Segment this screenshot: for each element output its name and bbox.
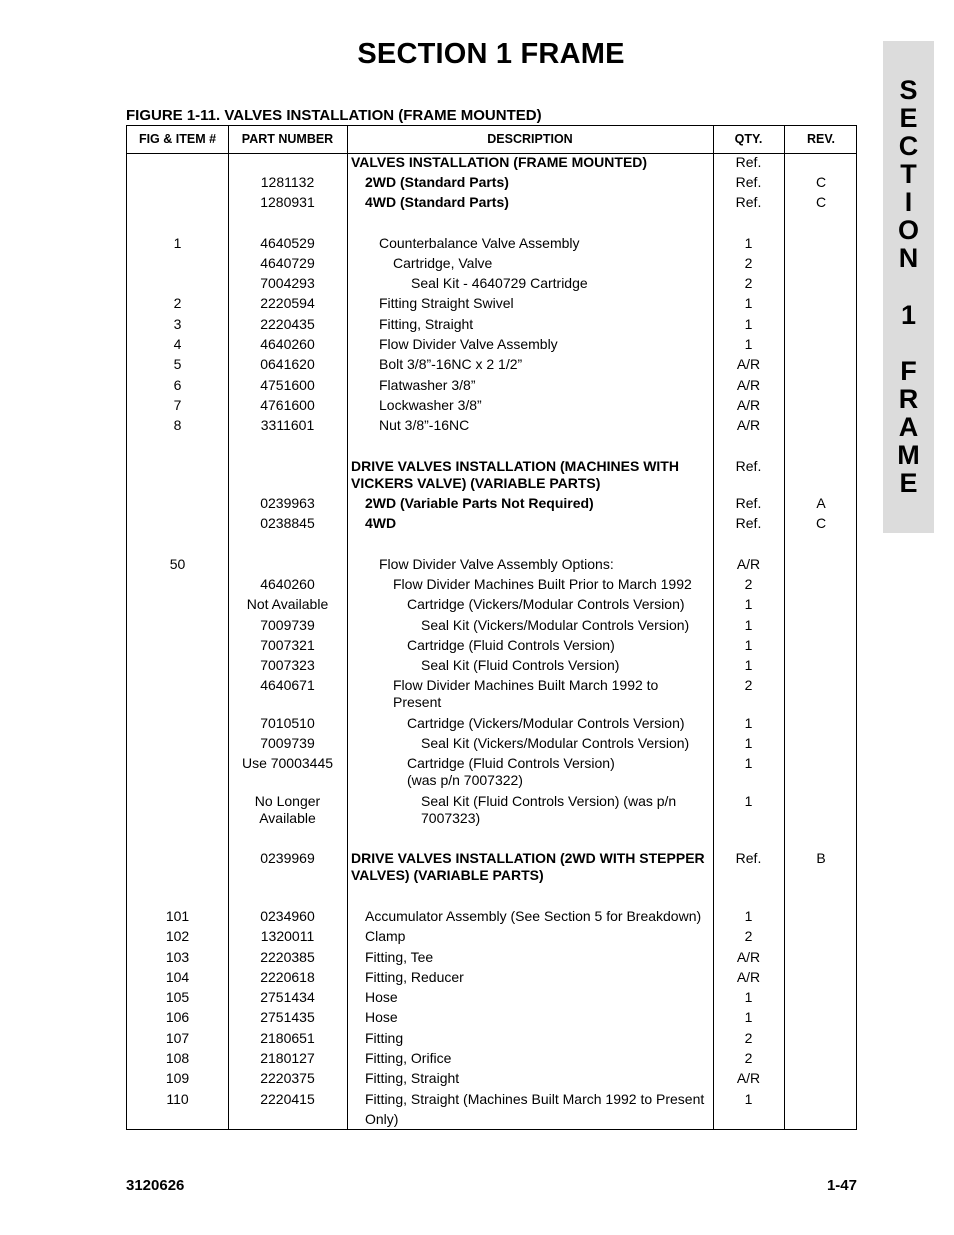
part-number-cell: Not Available xyxy=(246,596,329,612)
part-number-cell: 7007323 xyxy=(260,657,315,673)
side-tab-letter: R xyxy=(898,384,919,414)
description-cell: Cartridge (Fluid Controls Version) xyxy=(407,637,615,653)
side-tab-letter: C xyxy=(898,131,919,161)
page-number: 1-47 xyxy=(826,1177,857,1194)
description-cell: Clamp xyxy=(365,928,406,944)
description-cell: 2WD (Variable Parts Not Required) xyxy=(365,495,594,511)
description-cell: 4WD xyxy=(365,515,397,531)
side-tab-letter: A xyxy=(898,412,919,442)
part-number-cell: 1280931 xyxy=(260,194,315,210)
rev-cell: A xyxy=(816,495,826,511)
side-tab-letter: I xyxy=(904,187,913,217)
description-cell: Accumulator Assembly (See Section 5 for Breakdown) xyxy=(365,908,702,924)
description-cell: Fitting, Orifice xyxy=(365,1050,452,1066)
side-tab-letter: E xyxy=(899,103,918,133)
fig-item-cell: 104 xyxy=(165,969,190,985)
part-number-cell: 7009739 xyxy=(260,617,315,633)
part-number-cell: 2220385 xyxy=(260,949,315,965)
description-cell: Flow Divider Valve Assembly xyxy=(379,336,558,352)
qty-cell: 1 xyxy=(744,637,753,653)
part-number-cell: 2220375 xyxy=(260,1070,315,1086)
description-cell: VICKERS VALVE) (VARIABLE PARTS) xyxy=(351,475,601,491)
qty-cell: Ref. xyxy=(735,515,762,531)
part-number-cell: 3311601 xyxy=(260,417,315,433)
part-number-cell: 2751435 xyxy=(260,1009,315,1025)
qty-cell: 1 xyxy=(744,1009,753,1025)
side-tab-letter: N xyxy=(898,243,919,273)
description-cell: Cartridge, Valve xyxy=(393,255,493,271)
qty-cell: 2 xyxy=(744,677,753,693)
qty-cell: Ref. xyxy=(735,850,762,866)
fig-item-cell: 7 xyxy=(173,397,182,413)
description-cell: Seal Kit (Vickers/Modular Controls Version) xyxy=(421,735,690,751)
description-cell: Present xyxy=(393,694,442,710)
description-cell: VALVES) (VARIABLE PARTS) xyxy=(351,867,544,883)
part-number-cell: 7009739 xyxy=(260,735,315,751)
description-cell: VALVES INSTALLATION (FRAME MOUNTED) xyxy=(351,154,648,170)
qty-cell: 1 xyxy=(744,1091,753,1107)
description-cell: Seal Kit (Fluid Controls Version) xyxy=(421,657,620,673)
description-cell: Lockwasher 3/8” xyxy=(379,397,482,413)
part-number-cell: 7004293 xyxy=(260,275,315,291)
part-number-cell: 4640529 xyxy=(260,235,315,251)
part-number-cell: 1281132 xyxy=(260,174,315,190)
fig-item-cell: 1 xyxy=(173,235,182,251)
qty-cell: A/R xyxy=(736,417,761,433)
part-number-cell: 4640260 xyxy=(260,576,315,592)
parts-table xyxy=(126,125,857,1130)
qty-cell: 1 xyxy=(744,755,753,771)
part-number-cell: 0239963 xyxy=(260,495,315,511)
part-number-cell: 7007321 xyxy=(260,637,315,653)
part-number-cell: 4640260 xyxy=(260,336,315,352)
qty-cell: A/R xyxy=(736,1070,761,1086)
column-divider xyxy=(784,126,785,1129)
side-tab-letter: O xyxy=(897,215,919,245)
side-tab-letter: S xyxy=(899,75,918,105)
qty-cell: 2 xyxy=(744,928,753,944)
fig-item-cell: 106 xyxy=(165,1009,190,1025)
fig-item-cell: 8 xyxy=(173,417,182,433)
qty-cell: 1 xyxy=(744,235,753,251)
header-qty: QTY. xyxy=(734,132,763,146)
part-number-cell: 0234960 xyxy=(260,908,315,924)
qty-cell: 1 xyxy=(744,657,753,673)
qty-cell: Ref. xyxy=(735,194,762,210)
description-cell: Fitting, Straight xyxy=(379,316,474,332)
qty-cell: A/R xyxy=(736,377,761,393)
description-cell: Fitting, Tee xyxy=(365,949,434,965)
description-cell: Seal Kit - 4640729 Cartridge xyxy=(411,275,588,291)
part-number-cell: 4761600 xyxy=(260,397,315,413)
section-side-tab xyxy=(883,41,934,533)
part-number-cell: 2220594 xyxy=(260,295,315,311)
part-number-cell: 1320011 xyxy=(260,928,315,944)
description-cell: DRIVE VALVES INSTALLATION (2WD WITH STEPPER xyxy=(351,850,705,866)
rev-cell: B xyxy=(816,850,826,866)
side-tab-letter: 1 xyxy=(900,300,917,330)
description-cell: Only) xyxy=(365,1111,399,1127)
qty-cell: 2 xyxy=(744,275,753,291)
fig-item-cell: 109 xyxy=(165,1070,190,1086)
qty-cell: A/R xyxy=(736,949,761,965)
rev-cell: C xyxy=(815,515,827,531)
description-cell: Hose xyxy=(365,989,398,1005)
description-cell: Flow Divider Machines Built Prior to March 1992 xyxy=(393,576,692,592)
side-tab-letter: F xyxy=(900,356,917,386)
description-cell: Cartridge (Vickers/Modular Controls Version) xyxy=(407,596,685,612)
qty-cell: 2 xyxy=(744,1050,753,1066)
side-tab-letter: E xyxy=(899,468,918,498)
qty-cell: 2 xyxy=(744,1030,753,1046)
description-cell: Fitting, Straight xyxy=(365,1070,460,1086)
part-number-cell: 4640729 xyxy=(260,255,315,271)
qty-cell: 1 xyxy=(744,295,753,311)
qty-cell: 1 xyxy=(744,336,753,352)
qty-cell: 1 xyxy=(744,908,753,924)
qty-cell: 1 xyxy=(744,316,753,332)
part-number-cell: 4751600 xyxy=(260,377,315,393)
fig-item-cell: 101 xyxy=(165,908,190,924)
fig-item-cell: 103 xyxy=(165,949,190,965)
header-part-number: PART NUMBER xyxy=(241,132,334,146)
qty-cell: 2 xyxy=(744,255,753,271)
description-cell: Counterbalance Valve Assembly xyxy=(379,235,580,251)
description-cell: Cartridge (Vickers/Modular Controls Version) xyxy=(407,715,685,731)
part-number-cell: 0238845 xyxy=(260,515,315,531)
description-cell: Nut 3/8”-16NC xyxy=(379,417,470,433)
document-number: 3120626 xyxy=(126,1177,185,1194)
qty-cell: 1 xyxy=(744,596,753,612)
description-cell: Fitting Straight Swivel xyxy=(379,295,514,311)
qty-cell: Ref. xyxy=(735,495,762,511)
qty-cell: A/R xyxy=(736,356,761,372)
part-number-cell: Use 70003445 xyxy=(241,755,334,771)
header-fig-item: FIG & ITEM # xyxy=(138,132,217,146)
part-number-cell: 4640671 xyxy=(260,677,315,693)
description-cell: Flatwasher 3/8” xyxy=(379,377,476,393)
fig-item-cell: 108 xyxy=(165,1050,190,1066)
rev-cell: C xyxy=(815,174,827,190)
fig-item-cell: 107 xyxy=(165,1030,190,1046)
page-title: SECTION 1 FRAME xyxy=(357,38,625,70)
part-number-cell: 0641620 xyxy=(260,356,315,372)
fig-item-cell: 6 xyxy=(173,377,182,393)
qty-cell: Ref. xyxy=(735,154,762,170)
qty-cell: Ref. xyxy=(735,174,762,190)
description-cell: 2WD (Standard Parts) xyxy=(365,174,509,190)
qty-cell: 1 xyxy=(744,735,753,751)
description-cell: 7007323) xyxy=(421,810,481,826)
qty-cell: A/R xyxy=(736,969,761,985)
description-cell: DRIVE VALVES INSTALLATION (MACHINES WITH xyxy=(351,458,679,474)
header-rev: REV. xyxy=(806,132,836,146)
qty-cell: 1 xyxy=(744,715,753,731)
rev-cell: C xyxy=(815,194,827,210)
part-number-cell: 2180127 xyxy=(260,1050,315,1066)
fig-item-cell: 5 xyxy=(173,356,182,372)
description-cell: (was p/n 7007322) xyxy=(407,772,523,788)
part-number-cell: Available xyxy=(259,810,316,826)
description-cell: Cartridge (Fluid Controls Version) xyxy=(407,755,615,771)
part-number-cell: 0239969 xyxy=(260,850,315,866)
fig-item-cell: 110 xyxy=(166,1091,189,1107)
fig-item-cell: 102 xyxy=(165,928,190,944)
description-cell: Fitting xyxy=(365,1030,404,1046)
description-cell: Fitting, Straight (Machines Built March 1992 to Present xyxy=(365,1091,705,1107)
description-cell: Flow Divider Valve Assembly Options: xyxy=(379,556,614,572)
qty-cell: 1 xyxy=(744,617,753,633)
part-number-cell: 2220415 xyxy=(260,1091,315,1107)
column-divider xyxy=(347,126,348,1129)
fig-item-cell: 3 xyxy=(173,316,182,332)
fig-item-cell: 4 xyxy=(173,336,182,352)
qty-cell: 1 xyxy=(744,989,753,1005)
description-cell: Fitting, Reducer xyxy=(365,969,464,985)
qty-cell: A/R xyxy=(736,397,761,413)
qty-cell: Ref. xyxy=(735,458,762,474)
description-cell: Seal Kit (Fluid Controls Version) (was p/n xyxy=(421,793,677,809)
qty-cell: 2 xyxy=(744,576,753,592)
description-cell: Bolt 3/8”-16NC x 2 1/2” xyxy=(379,356,523,372)
description-cell: Hose xyxy=(365,1009,398,1025)
fig-item-cell: 2 xyxy=(173,295,182,311)
qty-cell: 1 xyxy=(744,793,753,809)
description-cell: 4WD (Standard Parts) xyxy=(365,194,509,210)
figure-title: FIGURE 1-11. VALVES INSTALLATION (FRAME MOUNTED) xyxy=(126,107,542,124)
part-number-cell: 7010510 xyxy=(260,715,315,731)
part-number-cell: 2220618 xyxy=(260,969,315,985)
qty-cell: A/R xyxy=(736,556,761,572)
fig-item-cell: 105 xyxy=(165,989,190,1005)
fig-item-cell: 50 xyxy=(169,556,186,572)
part-number-cell: 2180651 xyxy=(260,1030,315,1046)
part-number-cell: 2751434 xyxy=(260,989,315,1005)
side-tab-letter: T xyxy=(900,159,917,189)
side-tab-letter: M xyxy=(897,440,920,470)
part-number-cell: 2220435 xyxy=(260,316,315,332)
description-cell: Flow Divider Machines Built March 1992 to xyxy=(393,677,659,693)
part-number-cell: No Longer xyxy=(254,793,321,809)
description-cell: Seal Kit (Vickers/Modular Controls Version) xyxy=(421,617,690,633)
header-description: DESCRIPTION xyxy=(487,132,573,146)
